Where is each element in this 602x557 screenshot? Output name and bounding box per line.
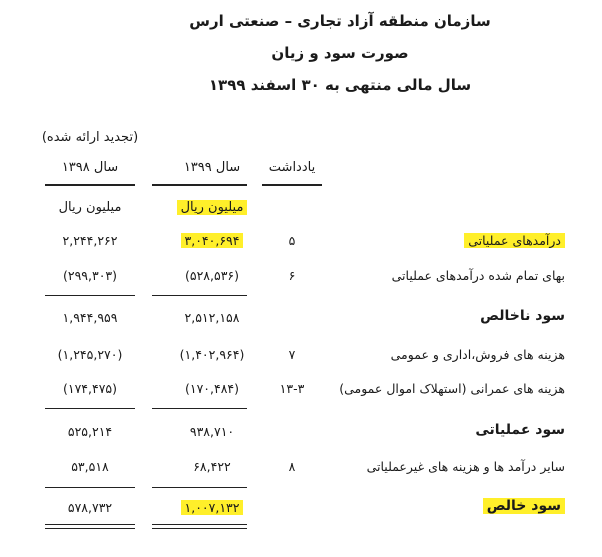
row-note: ۷ xyxy=(288,347,296,362)
total-rule-cur xyxy=(152,524,247,525)
total-rule-prev xyxy=(45,528,135,529)
row-prev-value: ۵۷۸,۷۳۲ xyxy=(67,500,113,515)
row-cur-value: ۶۸,۴۲۲ xyxy=(193,459,231,474)
row-note: ۸ xyxy=(288,459,296,474)
row-prev-value: ۲,۲۴۴,۲۶۲ xyxy=(62,233,118,248)
statement-title: صورت سود و زیان xyxy=(271,44,409,62)
row-label: هزینه های فروش،اداری و عمومی xyxy=(390,347,565,362)
row-prev-value: ۵۳,۵۱۸ xyxy=(71,459,109,474)
row-cur-value: (۱۷۰,۴۸۴) xyxy=(184,381,239,396)
header-rule-cur xyxy=(152,184,247,186)
subtotal-rule-cur xyxy=(152,487,247,488)
row-cur-value: ۹۳۸,۷۱۰ xyxy=(189,424,235,439)
org-title: سازمان منطقه آزاد تجاری – صنعتی ارس xyxy=(189,12,491,30)
header-rule-note xyxy=(262,184,322,186)
total-rule-prev xyxy=(45,524,135,525)
row-label: بهای تمام شده درآمدهای عملیاتی xyxy=(391,268,565,283)
row-label: سایر درآمد ها و هزینه های غیرعملیاتی xyxy=(366,459,565,474)
subtotal-rule-cur xyxy=(152,408,247,409)
row-cur-value: ۲,۵۱۲,۱۵۸ xyxy=(184,310,240,325)
row-cur-value: ۱,۰۰۷,۱۳۲ xyxy=(152,500,272,515)
col-note: یادداشت xyxy=(268,160,316,175)
total-rule-cur xyxy=(152,528,247,529)
row-prev-value: ۱,۹۴۴,۹۵۹ xyxy=(62,310,118,325)
subtotal-rule-prev xyxy=(45,295,135,296)
col-cur-year: سال ۱۳۹۹ xyxy=(183,160,241,175)
row-note: ۱۳-۳ xyxy=(279,381,305,396)
row-cur-value: (۵۲۸,۵۳۶) xyxy=(184,268,239,283)
col-prev-year: سال ۱۳۹۸ xyxy=(61,160,119,175)
row-label: درآمدهای عملیاتی xyxy=(464,233,565,248)
row-label: سود ناخالص xyxy=(480,308,565,324)
row-note: ۶ xyxy=(288,268,296,283)
subtotal-rule-prev xyxy=(45,408,135,409)
row-label: سود عملیاتی xyxy=(475,422,565,438)
row-prev-value: (۲۹۹,۳۰۳) xyxy=(62,268,117,283)
row-cur-value: (۱,۴۰۲,۹۶۴) xyxy=(179,347,245,362)
row-prev-value: ۵۲۵,۲۱۴ xyxy=(67,424,113,439)
header-rule-prev xyxy=(45,184,135,186)
subtotal-rule-prev xyxy=(45,487,135,488)
subtotal-rule-cur xyxy=(152,295,247,296)
row-prev-value: (۱۷۴,۴۷۵) xyxy=(62,381,117,396)
unit-cur: میلیون ریال xyxy=(152,200,272,215)
row-label: سود خالص xyxy=(483,498,565,514)
row-label: هزینه های عمرانی (استهلاک اموال عمومی) xyxy=(339,381,565,396)
row-note: ۵ xyxy=(288,233,296,248)
unit-prev: میلیون ریال xyxy=(58,200,122,215)
period-title: سال مالی منتهی به ۳۰ اسفند ۱۳۹۹ xyxy=(208,76,472,94)
restated-note: (تجدید ارائه شده) xyxy=(41,130,139,145)
row-prev-value: (۱,۲۴۵,۲۷۰) xyxy=(57,347,123,362)
row-cur-value: ۳,۰۴۰,۶۹۴ xyxy=(152,233,272,248)
